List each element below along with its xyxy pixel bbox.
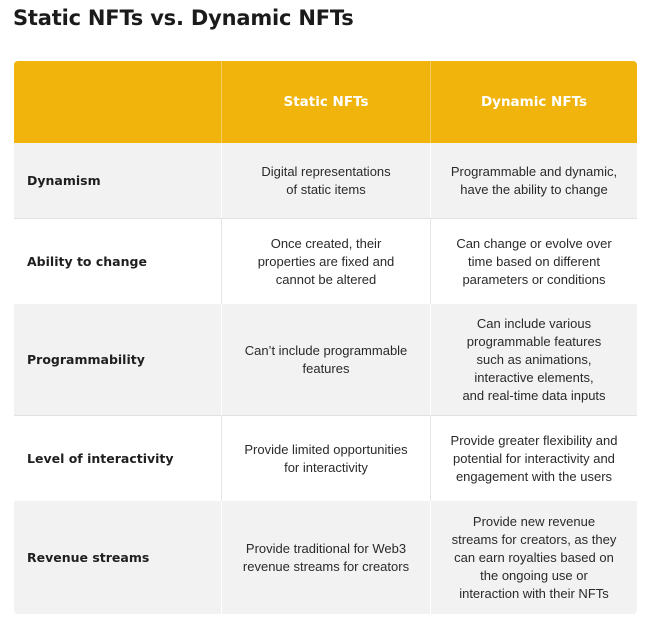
static-interactivity-cell: Provide limited opportunities for interactivity xyxy=(221,415,430,501)
page-title: Static NFTs vs. Dynamic NFTs xyxy=(13,6,354,30)
header-dynamic-nfts: Dynamic NFTs xyxy=(430,61,637,143)
dynamic-revenue-streams-cell: Provide new revenue streams for creators, as they can earn royalties based on the ongoing use or interaction with their NFTs xyxy=(430,501,637,614)
dynamic-interactivity-cell: Provide greater flexibility and potential for interactivity and engagement with the users xyxy=(430,415,637,501)
row-label-level-of-interactivity: Level of interactivity xyxy=(14,415,221,501)
header-static-nfts: Static NFTs xyxy=(221,61,430,143)
static-programmability-cell: Can’t include programmable features xyxy=(221,304,430,415)
row-label-programmability: Programmability xyxy=(14,304,221,415)
static-revenue-streams-cell: Provide traditional for Web3 revenue streams for creators xyxy=(221,501,430,614)
dynamic-ability-to-change-cell: Can change or evolve over time based on different parameters or conditions xyxy=(430,218,637,304)
row-label-ability-to-change: Ability to change xyxy=(14,218,221,304)
row-label-revenue-streams: Revenue streams xyxy=(14,501,221,614)
header-empty-cell xyxy=(14,61,221,143)
row-label-dynamism: Dynamism xyxy=(14,143,221,218)
comparison-table xyxy=(14,61,637,614)
dynamic-programmability-cell: Can include various programmable features such as animations, interactive elements, and real-time data inputs xyxy=(430,304,637,415)
dynamic-dynamism-cell: Programmable and dynamic, have the ability to change xyxy=(430,143,637,218)
static-ability-to-change-cell: Once created, their properties are fixed and cannot be altered xyxy=(221,218,430,304)
static-dynamism-cell: Digital representations of static items xyxy=(221,143,430,218)
